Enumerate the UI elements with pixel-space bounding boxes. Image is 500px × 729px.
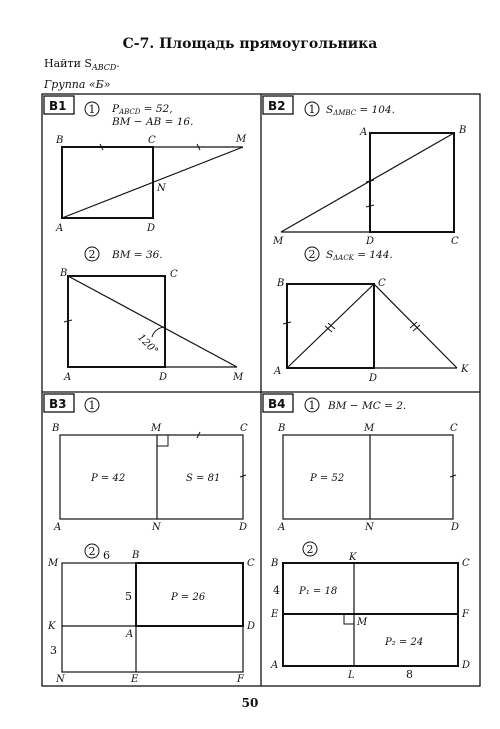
point-d: D [239, 522, 248, 533]
condition-area-ack: SΔACK = 144. [326, 249, 393, 262]
point-a: A [360, 127, 368, 138]
point-a: A [54, 522, 62, 533]
point-n: N [56, 674, 65, 685]
point-c: C [451, 236, 459, 247]
point-c: C [462, 558, 470, 569]
point-d: D [147, 223, 156, 234]
problem-number: 1 [308, 399, 316, 412]
point-b: B [52, 423, 60, 434]
variant-tag: В2 [268, 99, 286, 113]
point-d: D [451, 522, 460, 533]
point-d: D [462, 660, 471, 671]
b4-figure-1 [283, 435, 456, 519]
point-a: A [126, 629, 134, 640]
length-label: 4 [273, 584, 280, 597]
point-c: C [378, 278, 386, 289]
point-m: M [151, 423, 162, 434]
condition-perimeter: PABCD = 52, [112, 103, 173, 116]
point-k: K [48, 621, 56, 632]
problem-number: 1 [88, 103, 96, 116]
b2-figure-2 [283, 284, 457, 368]
task-text: Найти S [44, 57, 92, 70]
condition-bm: BM = 36. [112, 249, 163, 261]
point-d: D [159, 372, 168, 383]
point-e: E [271, 609, 279, 620]
point-b: B [56, 135, 64, 146]
variant-tag: В4 [268, 397, 286, 411]
length-label: 5 [125, 590, 132, 603]
point-d: D [366, 236, 375, 247]
b1-figure-1 [62, 144, 243, 218]
point-m: M [233, 372, 244, 383]
point-b: B [459, 125, 467, 136]
variant-b1 [44, 96, 247, 383]
point-c: C [148, 135, 156, 146]
point-b: B [60, 268, 68, 279]
condition-area-mbc: SΔMBC = 104. [326, 104, 395, 117]
perimeter-2-label: P₂ = 24 [385, 637, 424, 648]
point-m: M [273, 236, 284, 247]
point-n: N [157, 183, 166, 194]
variant-b3 [44, 394, 255, 685]
point-k: K [349, 552, 357, 563]
b2-figure-1 [281, 133, 454, 232]
point-f: F [462, 609, 469, 620]
point-b: B [132, 550, 140, 561]
variant-b4 [263, 394, 470, 681]
point-m: M [364, 423, 375, 434]
perimeter-label: P = 42 [91, 473, 126, 484]
page-title: С-7. Площадь прямоугольника [122, 36, 378, 52]
task-subscript: ABCD [91, 63, 117, 73]
perimeter-1-label: P₁ = 18 [299, 586, 338, 597]
point-c: C [247, 558, 255, 569]
point-n: N [365, 522, 374, 533]
point-c: C [170, 269, 178, 280]
point-b: B [277, 278, 285, 289]
point-k: K [461, 364, 469, 375]
problem-number: 2 [308, 248, 316, 261]
problem-number: 2 [88, 248, 96, 261]
problem-number: 1 [308, 103, 316, 116]
perimeter-label: P = 52 [310, 473, 345, 484]
point-a: A [274, 366, 282, 377]
b4-figure-2 [283, 563, 458, 666]
variant-tag: В3 [49, 397, 67, 411]
point-c: C [450, 423, 458, 434]
condition-bm-mc: BM − MC = 2. [328, 400, 407, 412]
angle-label: 120° [135, 332, 160, 358]
point-a: A [64, 372, 72, 383]
point-a: A [56, 223, 64, 234]
point-l: L [348, 670, 355, 681]
point-e: E [131, 674, 139, 685]
point-d: D [247, 621, 256, 632]
point-m: M [357, 617, 368, 628]
page-number: 50 [241, 696, 259, 710]
point-m: M [48, 558, 59, 569]
area-label: S = 81 [186, 473, 221, 484]
problem-number: 1 [88, 399, 96, 412]
variant-b2 [263, 96, 469, 384]
group-label: Группа «Б» [44, 78, 111, 91]
variant-grid [42, 94, 480, 686]
b3-figure-2 [62, 563, 243, 672]
length-label: 8 [406, 668, 413, 681]
point-a: A [278, 522, 286, 533]
point-b: B [278, 423, 286, 434]
problem-number: 2 [88, 545, 96, 558]
variant-tag: В1 [49, 99, 67, 113]
point-m: M [236, 134, 247, 145]
condition-difference: BM − AB = 16. [112, 116, 194, 128]
task-period: . [116, 57, 120, 70]
point-b: B [271, 558, 279, 569]
point-f: F [237, 674, 244, 685]
point-a: A [271, 660, 279, 671]
point-d: D [369, 373, 378, 384]
length-label: 6 [103, 549, 110, 562]
point-c: C [240, 423, 248, 434]
point-n: N [152, 522, 161, 533]
perimeter-label: P = 26 [171, 592, 206, 603]
problem-number: 2 [306, 543, 314, 556]
length-label: 3 [50, 644, 57, 657]
